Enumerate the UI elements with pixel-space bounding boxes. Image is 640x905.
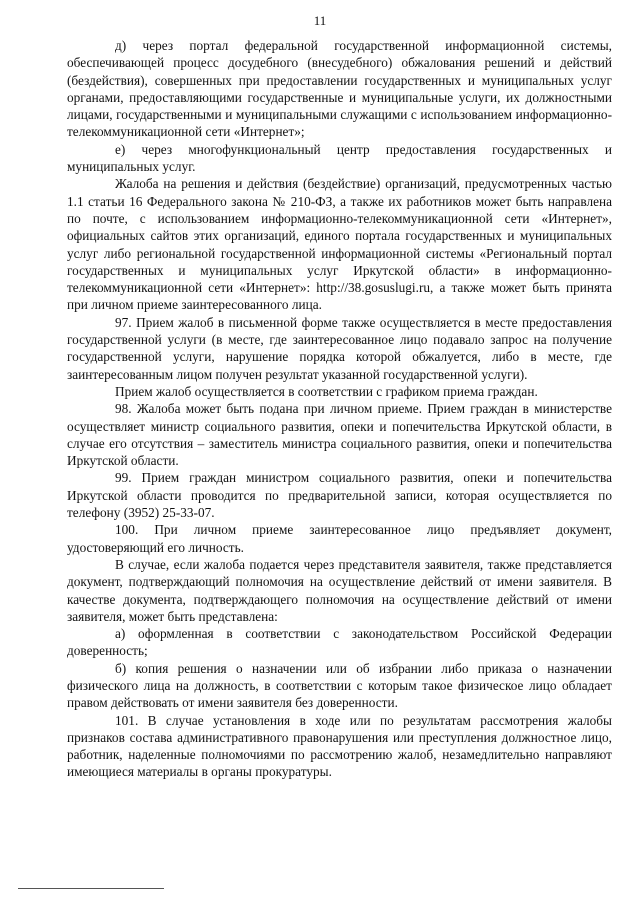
paragraph-100: 100. При личном приеме заинтересованное лицо предъявляет документ, удостоверяющий его личность.: [67, 522, 612, 555]
paragraph-schedule: Прием жалоб осуществляется в соответствии с графиком приема граждан.: [115, 383, 538, 399]
footnote-divider: [18, 888, 164, 889]
paragraph-item-b-appointment-copy: б) копия решения о назначении или об избрании либо приказа о назначении физического лица на должность, в соответствии с которым такое физическое лицо обладает правом действовать от имени заявителя без доверенности.: [67, 660, 612, 711]
page-number: 11: [313, 13, 327, 28]
document-body: [67, 37, 612, 781]
paragraph-98: 98. Жалоба может быть подана при личном приеме. Прием граждан в министерстве осуществляет министр социального развития, опеки и попечительства Иркутской области, в случае его отсутствия – заместитель министра социального развития, опеки и попечительства Иркутской области.: [67, 401, 612, 469]
paragraph-101: 101. В случае установления в ходе или по результатам рассмотрения жалобы признаков состава административного правонарушения или преступления должностное лицо, работник, наделенные полномочиями по рассмотрению жалоб, незамедлительно направляют имеющиеся материалы в органы прокуратуры.: [67, 712, 612, 780]
paragraph-99: 99. Прием граждан министром социального развития, опеки и попечительства Иркутской области проводится по предварительной записи, которая осуществляется по телефону (3952) 25-33-07.: [67, 470, 612, 521]
paragraph-item-e-mfc: е) через многофункциональный центр предоставления государственных и муниципальных услуг.: [67, 141, 612, 175]
paragraph-complaint-organizations: Жалоба на решения и действия (бездействие) организаций, предусмотренных частью 1.1 статьи 16 Федерального закона № 210-ФЗ, а также их работников может быть направлена по почте, с использованием информационно-телекоммуникационной сети «Интернет», официальных сайтов этих организаций, единого портала государственных и муниципальных услуг либо региональной государственной информационной системы «Региональный портал государственных и муниципальных услуг Иркутской области» в информационно-телекоммуникационной сети «Интернет»: http://38.gosuslugi.ru, а также может быть принята при личном приеме заинтересованного лица.: [67, 176, 612, 313]
paragraph-item-a-power-of-attorney: а) оформленная в соответствии с законодательством Российской Федерации доверенность;: [67, 626, 612, 659]
paragraph-97: 97. Прием жалоб в письменной форме также осуществляется в месте предоставления государственной услуги (в месте, где заинтересованное лицо подавало запрос на получение государственной услуги, нарушение порядка которой обжалуется, либо в месте, где заинтересованным лицом получен результат указанной государственной услуги).: [67, 314, 612, 382]
paragraph-representative: В случае, если жалоба подается через представителя заявителя, также представляется документ, подтверждающий полномочия на осуществление действий от имени заявителя. В качестве документа, подтверждающего полномочия на осуществление действий от имени заявителя, может быть представлена:: [67, 556, 612, 624]
paragraph-item-d-portal: д) через портал федеральной государственной информационной системы, обеспечивающей процесс досудебного (внесудебного) обжалования решений и действий (бездействия), совершенных при предоставлении государственных и муниципальных услуг органами, предоставляющими государственные и муниципальные услуги, их должностными лицами, государственными и муниципальными служащими с использованием информационно-телекоммуникационной сети «Интернет»;: [67, 38, 612, 140]
